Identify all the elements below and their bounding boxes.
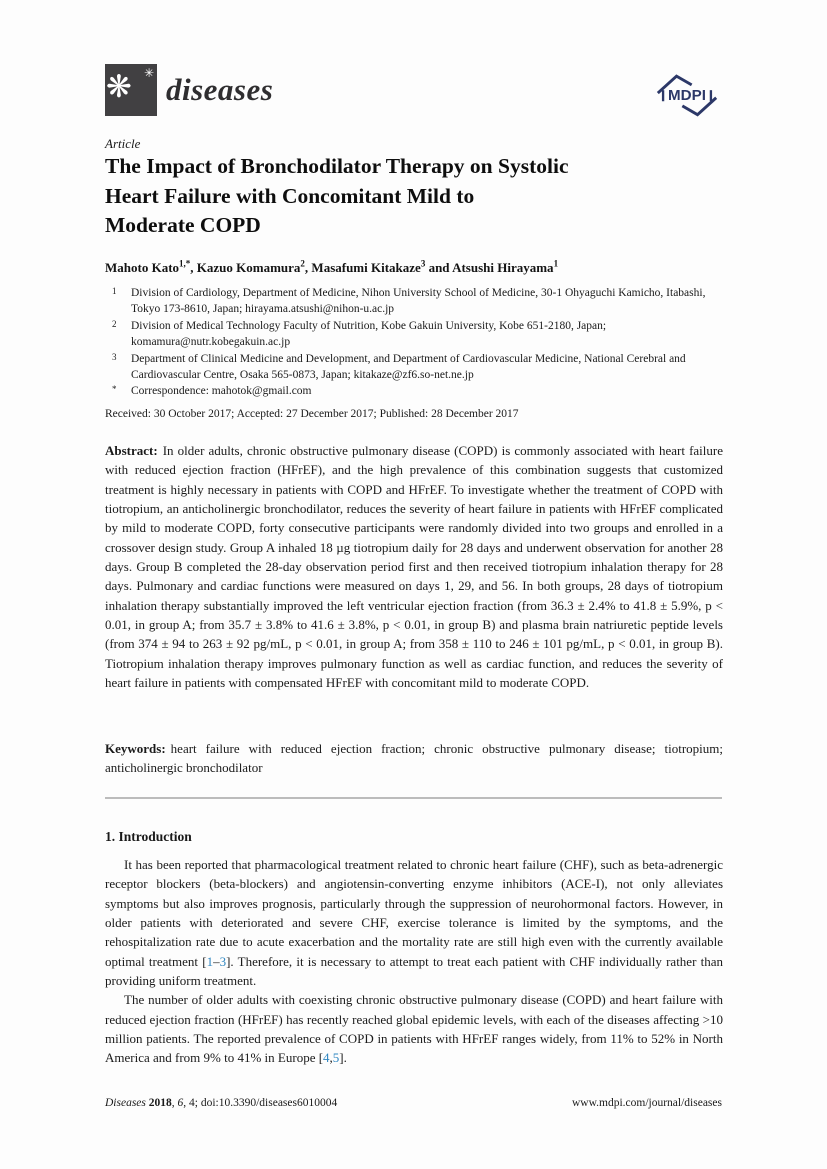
affiliation-marker: 3 — [112, 351, 117, 362]
page-footer — [105, 1097, 722, 1109]
keywords-label: Keywords: — [105, 741, 166, 756]
reference-link-3[interactable]: 3 — [219, 953, 227, 969]
diseases-journal-logo — [105, 64, 157, 116]
introduction-heading: 1. Introduction — [105, 829, 192, 844]
footer-citation: Diseases 2018, 6, 4; doi:10.3390/diseases6010004 — [105, 1097, 338, 1109]
author: Masafumi Kitakaze$^3$ and — [311, 259, 453, 276]
title-line-1: The Impact of Bronchodilator Therapy on Systolic — [105, 154, 569, 178]
affiliation-item — [105, 351, 722, 384]
affiliation-marker: 1 — [112, 286, 117, 296]
introduction-body — [105, 855, 723, 1068]
author-affiliation-marker: 1,* — [179, 259, 191, 269]
affiliation-text: Division of Medical Technology Faculty of Nutrition, Kobe Gakuin University, Kobe 651-2180, Japan; komamura@nutr.kobegakuin.ac.jp — [131, 319, 607, 349]
abstract-paragraph — [105, 441, 723, 692]
author-affiliation-marker: 3 — [420, 259, 426, 269]
virus-starburst-icon: ❋ — [106, 69, 132, 105]
small-starburst-icon: ✳ — [143, 66, 154, 80]
received-accepted-published-line: Received: 30 October 2017; Accepted: 27 December 2017; Published: 28 December 2017 — [105, 408, 519, 420]
abstract-text: In older adults, chronic obstructive pulmonary disease (COPD) is commonly associated with heart failure with reduced ejection fraction (HFrEF), and the high prevalence of this combination suggests that customized treatment is highly necessary in patients with COPD and HFrEF. To investigate whether the treatment of COPD with tiotropium, an anticholinergic bronchodilator, reduces the severity of heart failure in patients with HFrEF complicated by mild to moderate COPD, forty consecutive participants were randomly divided into two groups and enrolled in a crossover design study. Group A inhaled 18 µg tiotropium daily for 28 days and underwent observation for another 28 days. Group B completed the 28-day observation period first and then received tiotropium inhalation therapy for 28 days. Pulmonary and cardiac functions were measured on days 1, 29, and 56. In both groups, 28 days of tiotropium inhalation therapy substantially improved the left ventricular ejection fraction (from 36.3 ± 2.4% to 41.8 ± 5.9%, p < 0.01, in group A; from 35.7 ± 3.8% to 41.6 ± 3.8%, p < 0.01, in group B) and plasma brain natriuretic peptide levels (from 374 ± 94 to 263 ± 92 pg/mL, p < 0.01, in group A; from 358 ± 110 to 246 ± 101 pg/mL, p < 0.01, in group B). Tiotropium inhalation therapy improves pulmonary function as well as cardiac function, and reduces the severity of heart failure in patients with compensated HFrEF with concomitant mild to moderate COPD. — [105, 443, 723, 691]
correspondence-item — [105, 383, 722, 399]
keywords-paragraph — [105, 739, 723, 778]
title-line-2: Heart Failure with Concomitant Mild to — [105, 183, 475, 208]
journal-url-link[interactable]: www.mdpi.com/journal/diseases — [571, 1097, 722, 1109]
article-type-label: Article — [105, 136, 141, 151]
introduction-paragraph-1: It has been reported that pharmacological treatment related to chronic heart failure (CHF), such as beta-adrenergic receptor blockers (beta-blockers) and angiotensin-converting enzyme inhibitors (ACE-I), not only alleviates symptoms but also improves prognosis, particularly through the suppression of neurohormonal factors. However, in older patients with deteriorated and severe CHF, exercise tolerance is limited by the symptoms, and the rehospitalization rate due to acute exacerbation and the mortality rate are still high even with the currently available optimal treatment [1–3]. Therefore, it is necessary to attempt to treat each patient with CHF individually rather than providing uniform treatment. — [105, 857, 723, 989]
reference-link-1[interactable]: 1 — [206, 953, 214, 969]
reference-link-5[interactable]: 5 — [332, 1050, 340, 1066]
affiliation-marker: 2 — [112, 318, 117, 329]
author-affiliation-marker: 2 — [300, 259, 305, 269]
reference-link-4[interactable]: 4 — [323, 1050, 330, 1066]
affiliation-text: Division of Cardiology, Department of Medicine, Nihon University School of Medicine, 30-1 Ohyaguchi Kamicho, Itabashi, Tokyo 173-8610, Japan; hirayama.atsushi@nihon-u.ac.jp — [131, 287, 706, 316]
article-title — [105, 152, 725, 241]
journal-wordmark: diseases — [166, 72, 274, 107]
abstract-label: Abstract: — [105, 443, 158, 458]
correspondence-text: Correspondence: mahotok@gmail.com — [131, 385, 312, 398]
mdpi-right-bar — [710, 90, 712, 101]
author: Kazuo Komamura$^2$, — [196, 259, 312, 276]
affiliation-item — [105, 318, 722, 351]
section-divider-rule — [105, 797, 722, 799]
affiliation-list — [105, 285, 722, 400]
introduction-paragraph-2: The number of older adults with coexisting chronic obstructive pulmonary disease (COPD) and heart failure with reduced ejection fraction (HFrEF) has recently reached global epidemic levels, with each of the diseases affecting >10 million patients. The reported prevalence of COPD in patients with HFrEF ranges widely, from 11% to 52% in North America and from 9% to 41% in Europe [4,5]. — [105, 992, 723, 1066]
author-affiliation-marker: 1 — [553, 259, 559, 269]
affiliation-text: Department of Clinical Medicine and Development, and Department of Cardiovascular Medicine, National Cerebral and Cardiovascular Centre, Osaka 565-0873, Japan; kitakaze@zf6.so-net.ne.jp — [131, 352, 686, 382]
mdpi-logo-text: MDPI — [668, 87, 706, 105]
title-line-3: Moderate COPD — [105, 213, 261, 237]
affiliation-item — [105, 285, 722, 318]
mdpi-left-bar — [662, 90, 664, 101]
author: Atsushi Hirayama$^1$ — [452, 259, 559, 276]
author-list — [105, 259, 722, 276]
keywords-text: heart failure with reduced ejection fraction; chronic obstructive pulmonary disease; tiotropium; anticholinergic bronchodilator — [105, 741, 723, 776]
author: Mahoto Kato$^{1,*}$, — [105, 259, 197, 276]
correspondence-marker: * — [112, 384, 117, 395]
mdpi-logo — [652, 70, 722, 122]
